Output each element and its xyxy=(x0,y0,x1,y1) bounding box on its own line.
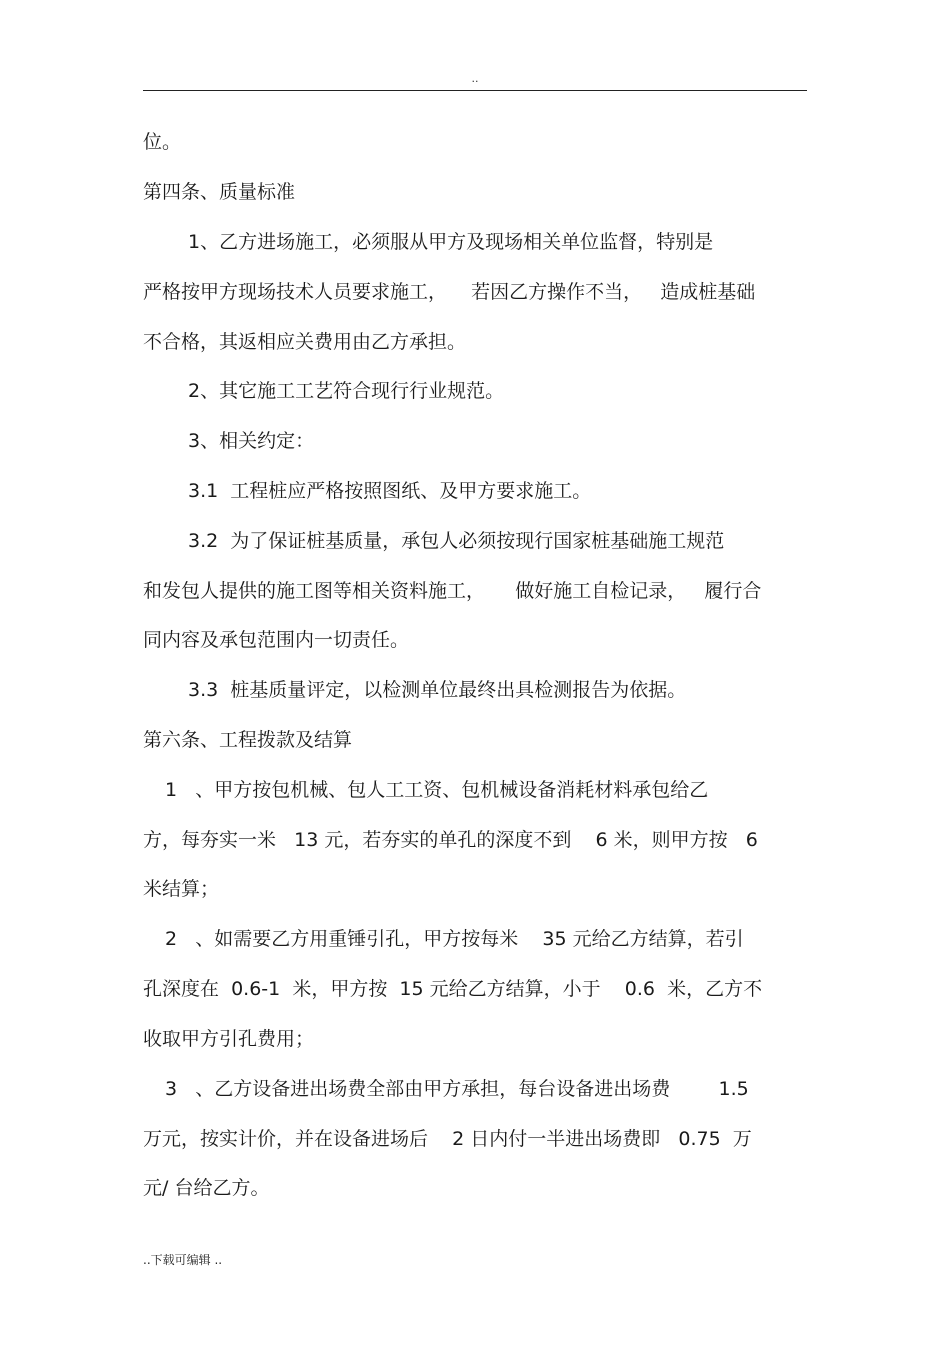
text-line: 万元，按实计价，并在设备进场后 2 日内付一半进出场费即 0.75 万 xyxy=(143,1128,752,1150)
text-line: 米结算； xyxy=(143,878,220,900)
text-line: 位。 xyxy=(143,131,182,153)
text-line: 3 、乙方设备进出场费全部由甲方承担，每台设备进出场费 1.5 xyxy=(165,1078,749,1100)
text-line: 元/ 台给乙方。 xyxy=(143,1177,270,1199)
text-line: 不合格，其返相应关费用由乙方承担。 xyxy=(143,331,467,353)
header-mark: .. xyxy=(471,72,479,85)
text-line: 2、其它施工工艺符合现行行业规范。 xyxy=(188,380,505,402)
section-heading-quality: 第四条、质量标准 xyxy=(143,181,296,203)
text-line: 和发包人提供的施工图等相关资料施工， 做好施工自检记录， 履行合 xyxy=(143,580,762,602)
text-line: 2 、如需要乙方用重锤引孔，甲方按每米 35 元给乙方结算，若引 xyxy=(165,928,744,950)
footer-note: ..下载可编辑 .. xyxy=(143,1253,223,1267)
header-divider xyxy=(143,90,807,91)
text-line: 1 、甲方按包机械、包人工工资、包机械设备消耗材料承包给乙 xyxy=(165,779,709,801)
text-line: 3.3 桩基质量评定，以检测单位最终出具检测报告为依据。 xyxy=(188,679,687,701)
text-line: 3、相关约定： xyxy=(188,430,315,452)
text-line: 孔深度在 0.6-1 米，甲方按 15 元给乙方结算，小于 0.6 米，乙方不 xyxy=(143,978,763,1000)
text-line: 3.1 工程桩应严格按照图纸、及甲方要求施工。 xyxy=(188,480,592,502)
text-line: 方，每夯实一米 13 元，若夯实的单孔的深度不到 6 米，则甲方按 6 xyxy=(143,829,758,851)
text-line: 同内容及承包范围内一切责任。 xyxy=(143,629,410,651)
section-heading-payment: 第六条、工程拨款及结算 xyxy=(143,729,353,751)
text-line: 收取甲方引孔费用； xyxy=(143,1028,315,1050)
text-line: 3.2 为了保证桩基质量，承包人必须按现行国家桩基础施工规范 xyxy=(188,530,725,552)
text-line: 严格按甲方现场技术人员要求施工， 若因乙方操作不当， 造成桩基础 xyxy=(143,281,756,303)
text-line: 1、乙方进场施工，必须服从甲方及现场相关单位监督，特别是 xyxy=(188,231,714,253)
